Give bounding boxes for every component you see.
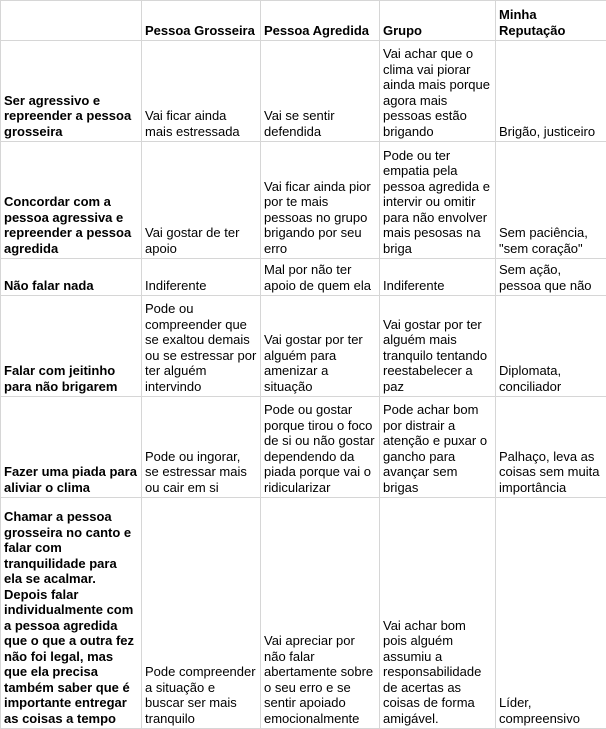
table-cell[interactable]: Sem paciência, "sem coração" bbox=[496, 142, 606, 259]
table-cell[interactable]: Vai ficar ainda mais estressada bbox=[142, 41, 261, 142]
table-cell[interactable]: Palhaço, leva as coisas sem muita importância bbox=[496, 397, 606, 498]
table-row bbox=[1, 41, 606, 142]
table-cell[interactable]: Vai se sentir defendida bbox=[261, 41, 380, 142]
table-cell[interactable]: Pode ou compreender que se exaltou demais ou se estressar por ter alguém intervindo bbox=[142, 296, 261, 397]
table-cell[interactable]: Pode ou gostar porque tirou o foco de si ou não gostar dependendo da piada porque vai o ridicularizar bbox=[261, 397, 380, 498]
row-label-cell[interactable]: Ser agressivo e repreender a pessoa grosseira bbox=[1, 41, 142, 142]
table-cell[interactable]: Pode achar bom por distrair a atenção e puxar o gancho para avançar sem brigas bbox=[380, 397, 496, 498]
table-row bbox=[1, 142, 606, 259]
column-header-pessoa-agredida[interactable]: Pessoa Agredida bbox=[261, 1, 380, 41]
table-cell[interactable]: Mal por não ter apoio de quem ela bbox=[261, 259, 380, 296]
table-cell[interactable]: Vai gostar por ter alguém para amenizar a situação bbox=[261, 296, 380, 397]
table-cell[interactable]: Pode ou ter empatia pela pessoa agredida e intervir ou omitir para não envolver mais pesosas na briga bbox=[380, 142, 496, 259]
row-label-cell[interactable]: Fazer uma piada para aliviar o clima bbox=[1, 397, 142, 498]
table-row bbox=[1, 498, 606, 729]
table-cell[interactable]: Pode ou ingorar, se estressar mais ou cair em si bbox=[142, 397, 261, 498]
table-cell[interactable]: Vai ficar ainda pior por te mais pessoas no grupo brigando por seu erro bbox=[261, 142, 380, 259]
table-row bbox=[1, 397, 606, 498]
table-row bbox=[1, 296, 606, 397]
column-header-grupo[interactable]: Grupo bbox=[380, 1, 496, 41]
table-cell[interactable]: Diplomata, conciliador bbox=[496, 296, 606, 397]
table-cell[interactable]: Pode compreender a situação e buscar ser mais tranquilo bbox=[142, 498, 261, 729]
table-cell[interactable]: Vai achar que o clima vai piorar ainda mais porque agora mais pessoas estão brigando bbox=[380, 41, 496, 142]
row-label-cell[interactable]: Chamar a pessoa grosseira no canto e falar com tranquilidade para ela se acalmar. Depois falar individualmente com a pessoa agredida que o que a outra fez não foi legal, mas que ela precisa também saber que é importante entregar as coisas a tempo bbox=[1, 498, 142, 729]
table-cell[interactable]: Indiferente bbox=[142, 259, 261, 296]
row-label-cell[interactable]: Não falar nada bbox=[1, 259, 142, 296]
table-row bbox=[1, 259, 606, 296]
table-cell[interactable]: Vai achar bom pois alguém assumiu a responsabilidade de acertas as coisas de forma amigável. bbox=[380, 498, 496, 729]
table-cell[interactable]: Vai gostar de ter apoio bbox=[142, 142, 261, 259]
header-row bbox=[1, 1, 606, 41]
corner-cell[interactable] bbox=[1, 1, 142, 41]
table-cell[interactable]: Vai apreciar por não falar abertamente sobre o seu erro e se sentir apoiado emocionalmente bbox=[261, 498, 380, 729]
column-header-pessoa-grosseira[interactable]: Pessoa Grosseira bbox=[142, 1, 261, 41]
table-cell[interactable]: Líder, compreensivo bbox=[496, 498, 606, 729]
table-cell[interactable]: Vai gostar por ter alguém mais tranquilo tentando reestabelecer a paz bbox=[380, 296, 496, 397]
row-label-cell[interactable]: Concordar com a pessoa agressiva e repreender a pessoa agredida bbox=[1, 142, 142, 259]
table-cell[interactable]: Indiferente bbox=[380, 259, 496, 296]
row-label-cell[interactable]: Falar com jeitinho para não brigarem bbox=[1, 296, 142, 397]
table-cell[interactable]: Brigão, justiceiro bbox=[496, 41, 606, 142]
column-header-minha-reputacao[interactable]: Minha Reputação bbox=[496, 1, 606, 41]
table-cell[interactable]: Sem ação, pessoa que não bbox=[496, 259, 606, 296]
